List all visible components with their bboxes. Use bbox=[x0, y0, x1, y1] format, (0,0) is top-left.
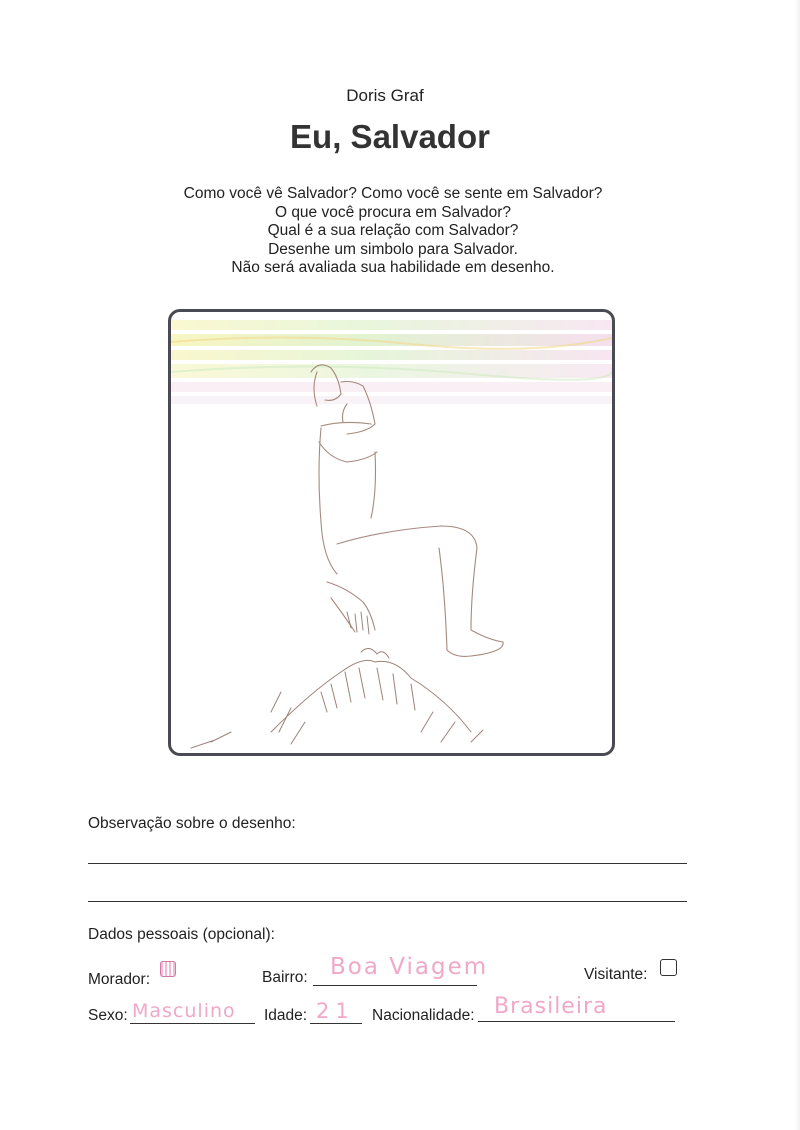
observation-line-1[interactable] bbox=[88, 863, 687, 864]
nacionalidade-value: Brasileira bbox=[494, 994, 608, 1019]
question-line: Desenhe um simbolo para Salvador. bbox=[268, 240, 518, 258]
bairro-line[interactable] bbox=[313, 985, 477, 986]
personal-data-label: Dados pessoais (opcional): bbox=[88, 926, 275, 943]
visitante-label: Visitante: bbox=[584, 966, 648, 983]
bairro-label: Bairro: bbox=[262, 969, 308, 986]
question-line: Não será avaliada sua habilidade em desenho. bbox=[231, 259, 555, 277]
idade-label: Idade: bbox=[264, 1007, 308, 1024]
drawing-sketch bbox=[171, 312, 612, 753]
observation-line-2[interactable] bbox=[88, 901, 687, 902]
sexo-label: Sexo: bbox=[88, 1007, 128, 1024]
sexo-line[interactable] bbox=[130, 1023, 255, 1024]
figure-sketch bbox=[311, 365, 503, 657]
idade-line[interactable] bbox=[310, 1023, 362, 1024]
sky-strokes bbox=[171, 320, 612, 404]
drawing-frame bbox=[168, 309, 615, 756]
observation-label: Observação sobre o desenho: bbox=[88, 815, 296, 832]
morador-label: Morador: bbox=[88, 971, 151, 988]
questions-block bbox=[0, 185, 786, 278]
page-title: Eu, Salvador bbox=[290, 118, 490, 155]
visitante-checkbox[interactable] bbox=[660, 959, 677, 976]
morador-checkbox[interactable] bbox=[160, 961, 176, 977]
nacionalidade-line[interactable] bbox=[478, 1021, 675, 1022]
rock-sketch bbox=[191, 612, 483, 748]
idade-value: 21 bbox=[316, 999, 355, 1023]
question-line: O que você procura em Salvador? bbox=[274, 203, 512, 221]
author-name: Doris Graf bbox=[346, 86, 424, 105]
question-line: Como você vê Salvador? Como você se sente em Salvador? bbox=[183, 185, 603, 202]
nacionalidade-label: Nacionalidade: bbox=[372, 1007, 475, 1024]
scan-edge bbox=[794, 0, 800, 1130]
sexo-value: Masculino bbox=[132, 1000, 236, 1022]
bairro-value: Boa Viagem bbox=[330, 954, 489, 980]
question-line: Qual é a sua relação com Salvador? bbox=[267, 222, 519, 240]
